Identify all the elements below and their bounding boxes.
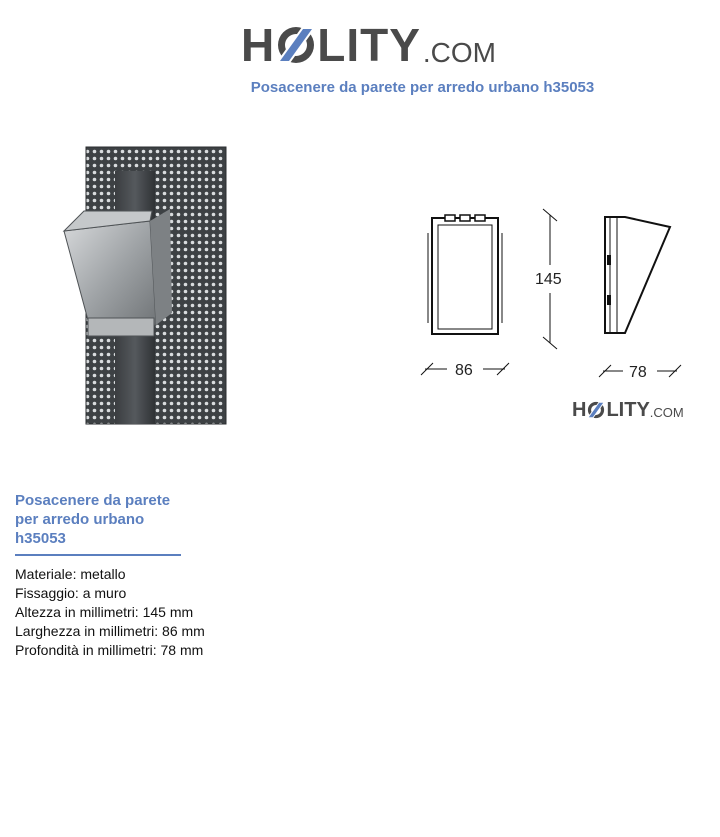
- dimension-height-label: 145: [535, 271, 562, 288]
- page-title: Posacenere da parete per arredo urbano h35053: [250, 79, 595, 96]
- logo-suffix: .COM: [422, 37, 497, 68]
- spec-mounting: Fissaggio: a muro: [15, 585, 127, 601]
- dimension-width-label: 86: [455, 362, 473, 379]
- dimension-depth-label: 78: [629, 364, 647, 381]
- title-divider: [15, 554, 181, 556]
- brand-logo-small: [572, 400, 684, 420]
- logo-small-suffix: .COM: [649, 405, 684, 420]
- product-photo: [0, 113, 240, 443]
- spec-width: Larghezza in millimetri: 86 mm: [15, 623, 205, 639]
- brand-logo: [241, 14, 497, 71]
- logo-small-letter-h: H: [572, 399, 587, 421]
- spec-material: Materiale: metallo: [15, 566, 126, 582]
- logo-o-icon: [276, 25, 316, 65]
- logo-small-letters-lity: LITY: [606, 399, 650, 421]
- logo-letter-h: H: [241, 19, 276, 71]
- technical-drawing: [405, 195, 705, 390]
- spec-depth: Profondità in millimetri: 78 mm: [15, 642, 204, 658]
- spec-height: Altezza in millimetri: 145 mm: [15, 604, 194, 620]
- product-title: Posacenere da parete per arredo urbano h35053: [15, 492, 171, 547]
- logo-small-o-icon: [587, 401, 605, 419]
- logo-letters-lity: LITY: [317, 19, 421, 71]
- product-specs: [15, 565, 205, 660]
